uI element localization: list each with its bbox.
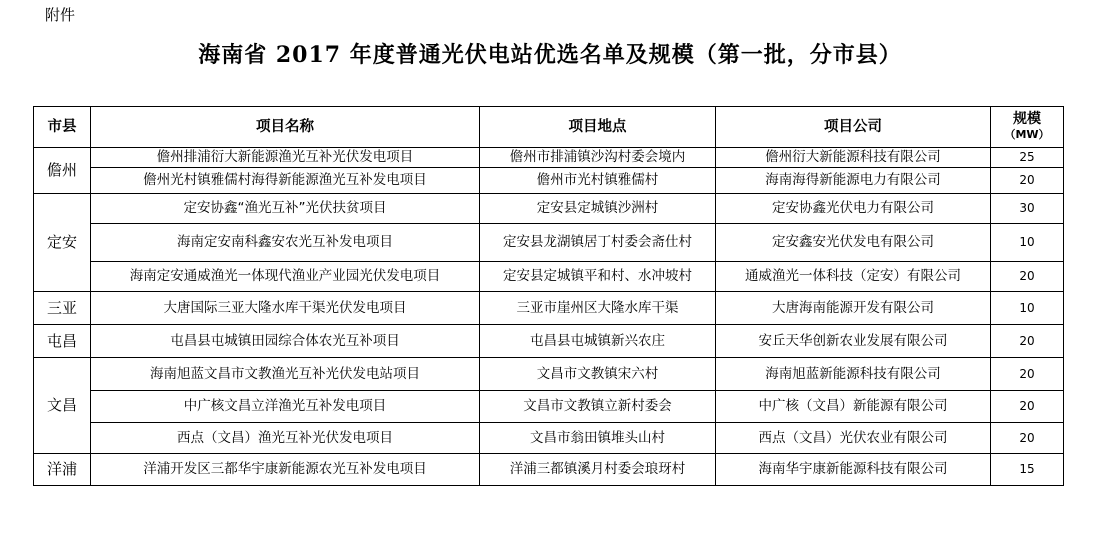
table-header-row <box>34 107 1064 148</box>
project-name-cell: 儋州光村镇雅儒村海得新能源渔光互补发电项目 <box>91 168 480 194</box>
location-cell: 三亚市崖州区大隆水库干渠 <box>480 292 716 325</box>
scale-cell: 25 <box>991 148 1064 168</box>
scale-cell: 20 <box>991 391 1064 423</box>
attachment-label: 附件 <box>45 6 76 24</box>
column-header-city: 市县 <box>34 107 91 148</box>
city-cell: 三亚 <box>34 292 91 325</box>
project-name-cell: 定安协鑫“渔光互补”光伏扶贫项目 <box>91 194 480 224</box>
company-cell: 海南华宇康新能源科技有限公司 <box>716 454 991 486</box>
project-name-cell: 洋浦开发区三都华宇康新能源农光互补发电项目 <box>91 454 480 486</box>
table-row <box>34 194 1064 224</box>
company-cell: 大唐海南能源开发有限公司 <box>716 292 991 325</box>
scale-cell: 10 <box>991 224 1064 262</box>
project-name-cell: 海南旭蓝文昌市文教渔光互补光伏发电站项目 <box>91 358 480 391</box>
column-header-scale <box>991 107 1064 148</box>
document-title: 海南省 2017 年度普通光伏电站优选名单及规模（第一批，分市县） <box>198 42 902 68</box>
location-cell: 文昌市文教镇宋六村 <box>480 358 716 391</box>
city-cell: 定安 <box>34 194 91 292</box>
table-row <box>34 224 1064 262</box>
company-cell: 定安协鑫光伏电力有限公司 <box>716 194 991 224</box>
company-cell: 定安鑫安光伏发电有限公司 <box>716 224 991 262</box>
table-row <box>34 391 1064 423</box>
location-cell: 屯昌县屯城镇新兴农庄 <box>480 325 716 358</box>
scale-cell: 10 <box>991 292 1064 325</box>
scale-unit: （MW） <box>1004 128 1050 141</box>
scale-cell: 20 <box>991 168 1064 194</box>
scale-cell: 20 <box>991 358 1064 391</box>
location-cell: 文昌市文教镇立新村委会 <box>480 391 716 423</box>
table-row <box>34 423 1064 454</box>
location-cell: 定安县定城镇沙洲村 <box>480 194 716 224</box>
table-row <box>34 454 1064 486</box>
location-cell: 定安县龙湖镇居丁村委会斋仕村 <box>480 224 716 262</box>
scale-cell: 20 <box>991 262 1064 292</box>
company-cell: 海南旭蓝新能源科技有限公司 <box>716 358 991 391</box>
project-name-cell: 海南定安通威渔光一体现代渔业产业园光伏发电项目 <box>91 262 480 292</box>
location-cell: 儋州市光村镇雅儒村 <box>480 168 716 194</box>
scale-label: 规模 <box>1013 111 1041 127</box>
city-cell: 儋州 <box>34 148 91 194</box>
scale-cell: 30 <box>991 194 1064 224</box>
column-header-project-name: 项目名称 <box>91 107 480 148</box>
table-row <box>34 262 1064 292</box>
city-cell: 文昌 <box>34 358 91 454</box>
project-name-cell: 儋州排浦衍大新能源渔光互补光伏发电项目 <box>91 148 480 168</box>
table-row <box>34 148 1064 168</box>
scale-cell: 20 <box>991 325 1064 358</box>
column-header-company: 项目公司 <box>716 107 991 148</box>
company-cell: 安丘天华创新农业发展有限公司 <box>716 325 991 358</box>
project-name-cell: 西点（文昌）渔光互补光伏发电项目 <box>91 423 480 454</box>
company-cell: 通威渔光一体科技（定安）有限公司 <box>716 262 991 292</box>
project-name-cell: 屯昌县屯城镇田园综合体农光互补项目 <box>91 325 480 358</box>
scale-cell: 20 <box>991 423 1064 454</box>
column-header-location: 项目地点 <box>480 107 716 148</box>
company-cell: 中广核（文昌）新能源有限公司 <box>716 391 991 423</box>
city-cell: 屯昌 <box>34 325 91 358</box>
table-row <box>34 292 1064 325</box>
project-table <box>33 106 1064 486</box>
table-row <box>34 325 1064 358</box>
scale-cell: 15 <box>991 454 1064 486</box>
table-row <box>34 168 1064 194</box>
location-cell: 儋州市排浦镇沙沟村委会境内 <box>480 148 716 168</box>
location-cell: 文昌市翁田镇堆头山村 <box>480 423 716 454</box>
project-name-cell: 中广核文昌立洋渔光互补发电项目 <box>91 391 480 423</box>
company-cell: 海南海得新能源电力有限公司 <box>716 168 991 194</box>
company-cell: 儋州衍大新能源科技有限公司 <box>716 148 991 168</box>
location-cell: 洋浦三都镇溪月村委会琅玡村 <box>480 454 716 486</box>
city-cell: 洋浦 <box>34 454 91 486</box>
project-name-cell: 海南定安南科鑫安农光互补发电项目 <box>91 224 480 262</box>
company-cell: 西点（文昌）光伏农业有限公司 <box>716 423 991 454</box>
project-name-cell: 大唐国际三亚大隆水库干渠光伏发电项目 <box>91 292 480 325</box>
table-row <box>34 358 1064 391</box>
location-cell: 定安县定城镇平和村、水冲坡村 <box>480 262 716 292</box>
